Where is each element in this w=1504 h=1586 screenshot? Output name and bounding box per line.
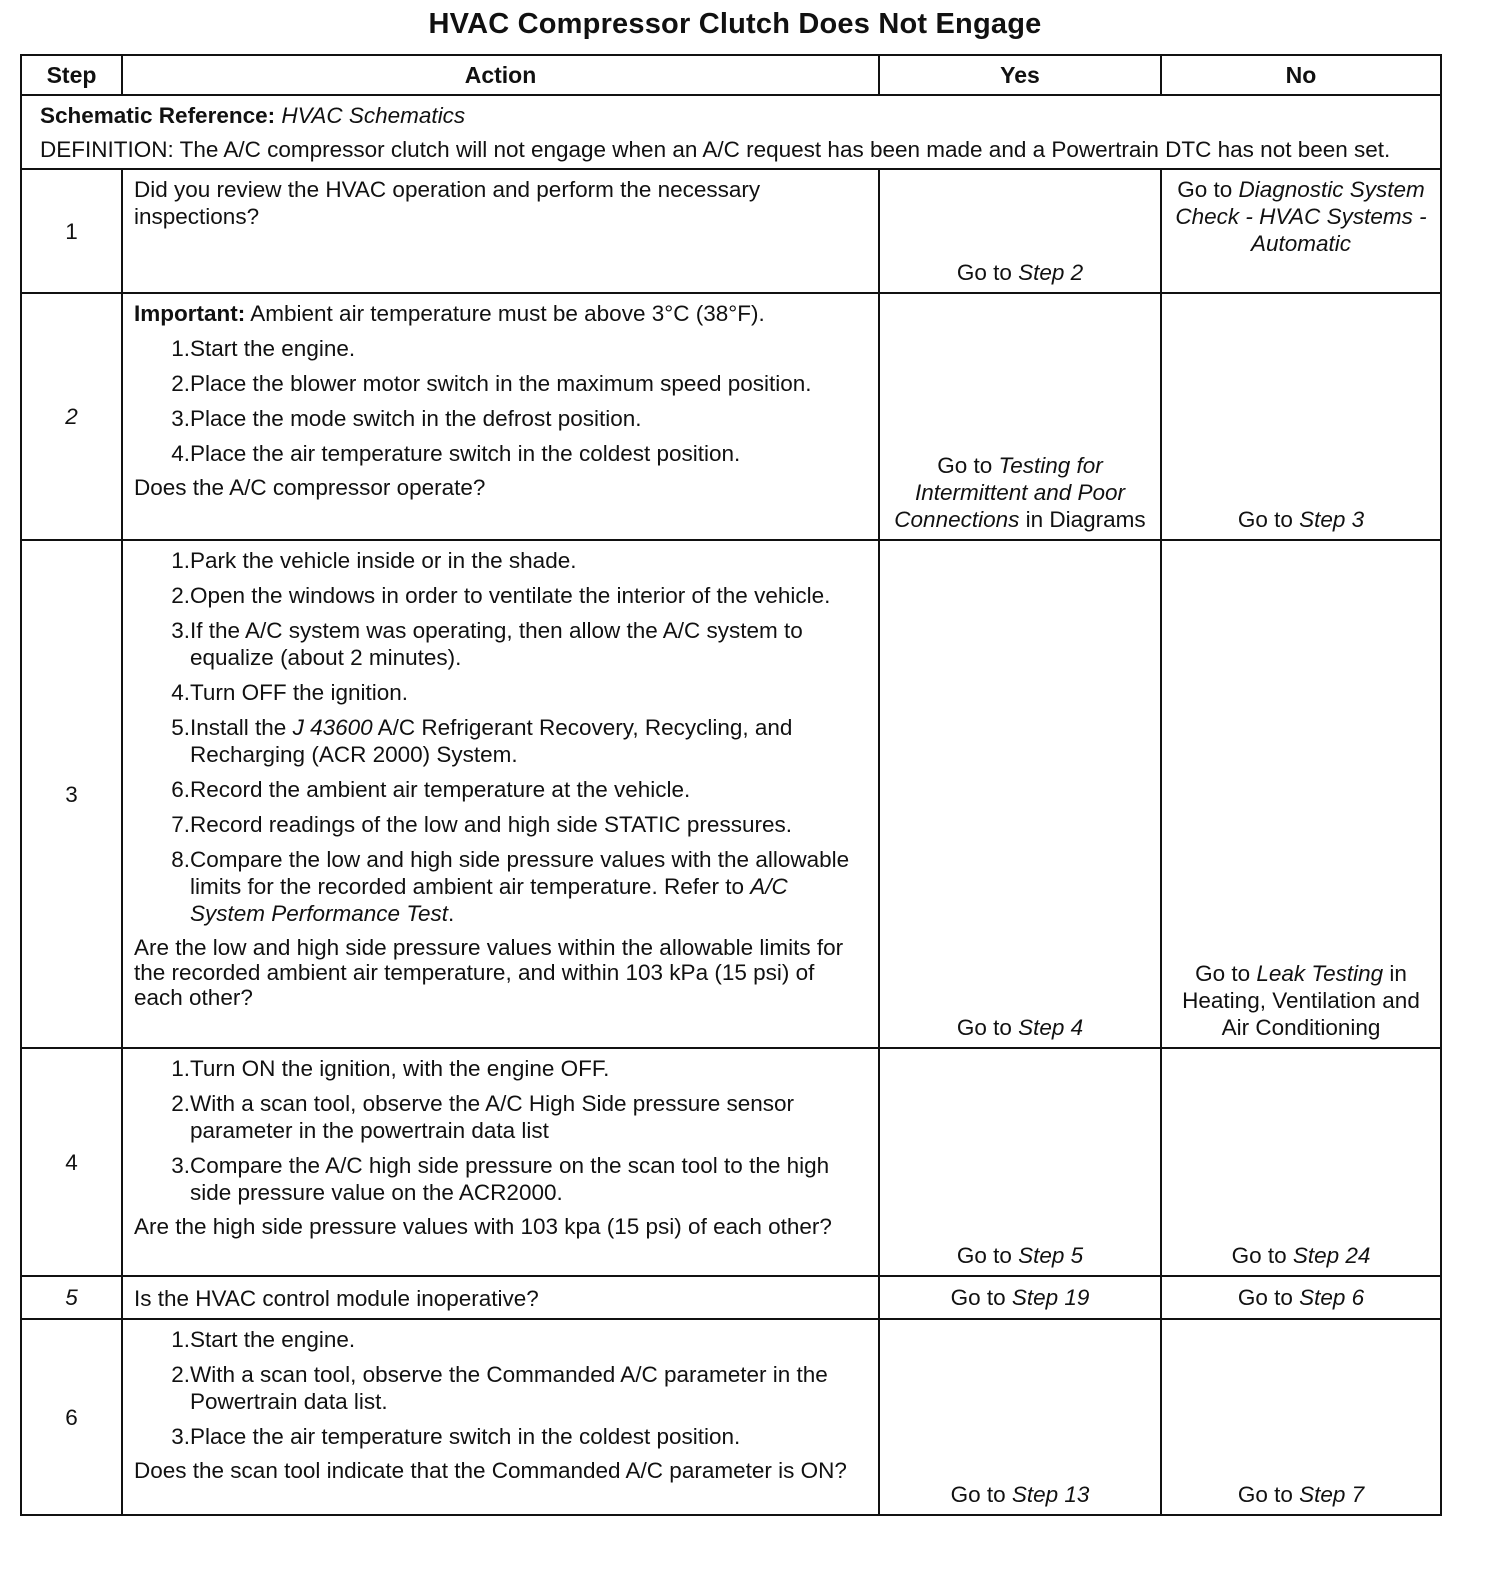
step-question: Did you review the HVAC operation and perform the necessary inspections? <box>134 177 761 229</box>
step-question: Does the A/C compressor operate? <box>134 475 486 500</box>
table-row <box>21 1319 1441 1515</box>
instruction-list <box>134 1055 868 1206</box>
no-prefix: Go to <box>1237 1482 1300 1507</box>
instruction-list <box>134 547 868 927</box>
list-item: 5. Install the J 43600 A/C Refrigerant Recovery, Recycling, and Recharging (ACR 2000) System. <box>171 715 793 767</box>
performance-test-link[interactable]: A/C System Performance Test <box>190 874 788 926</box>
no-link[interactable]: Step 3 <box>1299 507 1365 532</box>
list-item: 6. Record the ambient air temperature at the vehicle. <box>171 777 691 802</box>
no-link[interactable]: Step 24 <box>1292 1243 1371 1268</box>
important-text: Ambient air temperature must be above 3°C (38°F). <box>245 301 765 326</box>
schematic-reference <box>40 102 1422 129</box>
no-cell <box>1161 1319 1441 1515</box>
definition-text: DEFINITION: The A/C compressor clutch will not engage when an A/C request has been made and a Powertrain DTC has not been set. <box>40 137 1391 162</box>
step-action <box>122 169 879 293</box>
yes-prefix: Go to <box>950 1482 1012 1507</box>
list-item: 1. Start the engine. <box>171 1327 356 1352</box>
no-link[interactable]: Step 7 <box>1299 1482 1365 1507</box>
no-prefix: Go to <box>1195 961 1257 986</box>
yes-link[interactable]: Step 2 <box>1018 260 1084 285</box>
table-row <box>21 1276 1441 1319</box>
instruction-list <box>134 335 868 467</box>
yes-prefix: Go to <box>956 1015 1019 1040</box>
table-header-row <box>21 55 1441 95</box>
no-cell <box>1161 1276 1441 1319</box>
yes-suffix: in Diagrams <box>1019 507 1146 532</box>
step-number: 2 <box>21 293 122 540</box>
step-question: Does the scan tool indicate that the Commanded A/C parameter is ON? <box>134 1458 847 1483</box>
list-item: 4. Turn OFF the ignition. <box>171 680 409 705</box>
step-action <box>122 1319 879 1515</box>
no-link[interactable]: Diagnostic System Check - HVAC Systems - Automatic <box>1175 177 1427 256</box>
no-prefix: Go to <box>1237 1285 1300 1310</box>
list-item: 8. Compare the low and high side pressure values with the allowable limits for the recorded ambient air temperature. Refer to A/C System Performance Test. <box>171 847 850 926</box>
step-question: Is the HVAC control module inoperative? <box>134 1286 539 1311</box>
no-prefix: Go to <box>1177 177 1239 202</box>
step-action <box>122 1276 879 1319</box>
step-action <box>122 540 879 1048</box>
page-title: HVAC Compressor Clutch Does Not Engage <box>428 8 1042 40</box>
header-action: Action <box>122 55 879 95</box>
schematic-link[interactable]: HVAC Schematics <box>281 103 466 128</box>
yes-link[interactable]: Step 4 <box>1018 1015 1084 1040</box>
list-item: 3. Place the air temperature switch in the coldest position. <box>171 1424 741 1449</box>
yes-link[interactable]: Step 19 <box>1011 1285 1090 1310</box>
important-label: Important: <box>134 301 246 326</box>
important-note <box>134 300 868 327</box>
step-question: Are the high side pressure values with 103 kpa (15 psi) of each other? <box>134 1214 832 1239</box>
yes-link[interactable]: Step 5 <box>1018 1243 1084 1268</box>
no-link[interactable]: Step 6 <box>1299 1285 1365 1310</box>
yes-prefix: Go to <box>956 1243 1019 1268</box>
yes-cell <box>879 1048 1161 1276</box>
list-item: 2. Place the blower motor switch in the maximum speed position. <box>171 371 812 396</box>
yes-prefix: Go to <box>956 260 1019 285</box>
yes-cell <box>879 540 1161 1048</box>
tool-number: J 43600 <box>292 715 373 740</box>
list-item: 3. Place the mode switch in the defrost position. <box>171 406 642 431</box>
yes-cell <box>879 1319 1161 1515</box>
list-item: 4. Place the air temperature switch in the coldest position. <box>171 441 741 466</box>
instruction-list <box>134 1326 868 1450</box>
no-prefix: Go to <box>1237 507 1300 532</box>
list-item: 7. Record readings of the low and high side STATIC pressures. <box>171 812 792 837</box>
reference-row <box>21 95 1441 169</box>
list-item: 3. If the A/C system was operating, then allow the A/C system to equalize (about 2 minutes). <box>171 618 803 670</box>
no-prefix: Go to <box>1231 1243 1293 1268</box>
list-item: 1. Turn ON the ignition, with the engine OFF. <box>171 1056 610 1081</box>
step-action <box>122 293 879 540</box>
list-item: 2. With a scan tool, observe the A/C High Side pressure sensor parameter in the powertrain data list <box>171 1091 795 1143</box>
reference-label: Schematic Reference: <box>40 103 276 128</box>
header-no: No <box>1161 55 1441 95</box>
no-suffix: in Heating, Ventilation and Air Conditioning <box>1182 961 1420 1040</box>
step-question: Are the low and high side pressure values within the allowable limits for the recorded ambient air temperature, and within 103 kPa (15 psi) of each other? <box>134 935 844 1010</box>
step-action <box>122 1048 879 1276</box>
no-cell <box>1161 293 1441 540</box>
reference-cell <box>21 95 1441 169</box>
yes-link[interactable]: Testing for Intermittent and Poor Connections <box>894 453 1126 532</box>
yes-prefix: Go to <box>950 1285 1012 1310</box>
header-yes: Yes <box>879 55 1161 95</box>
list-item: 2. Open the windows in order to ventilate the interior of the vehicle. <box>171 583 831 608</box>
step-number: 4 <box>21 1048 122 1276</box>
no-link[interactable]: Leak Testing <box>1256 961 1384 986</box>
table-row <box>21 293 1441 540</box>
yes-cell <box>879 1276 1161 1319</box>
table-row <box>21 540 1441 1048</box>
no-cell <box>1161 540 1441 1048</box>
header-step: Step <box>21 55 122 95</box>
step-number: 6 <box>21 1319 122 1515</box>
diagnostic-table <box>20 54 1442 1516</box>
list-item: 2. With a scan tool, observe the Commanded A/C parameter in the Powertrain data list. <box>171 1362 828 1414</box>
step-number: 5 <box>21 1276 122 1319</box>
yes-link[interactable]: Step 13 <box>1011 1482 1090 1507</box>
list-item: 1. Start the engine. <box>171 336 356 361</box>
no-cell <box>1161 1048 1441 1276</box>
yes-prefix: Go to <box>937 453 999 478</box>
table-row <box>21 169 1441 293</box>
step-number: 3 <box>21 540 122 1048</box>
list-item: 1. Park the vehicle inside or in the shade. <box>171 548 577 573</box>
list-item: 3. Compare the A/C high side pressure on the scan tool to the high side pressure value on the ACR2000. <box>171 1153 830 1205</box>
yes-cell <box>879 169 1161 293</box>
step-number: 1 <box>21 169 122 293</box>
no-cell <box>1161 169 1441 293</box>
table-row <box>21 1048 1441 1276</box>
yes-cell <box>879 293 1161 540</box>
